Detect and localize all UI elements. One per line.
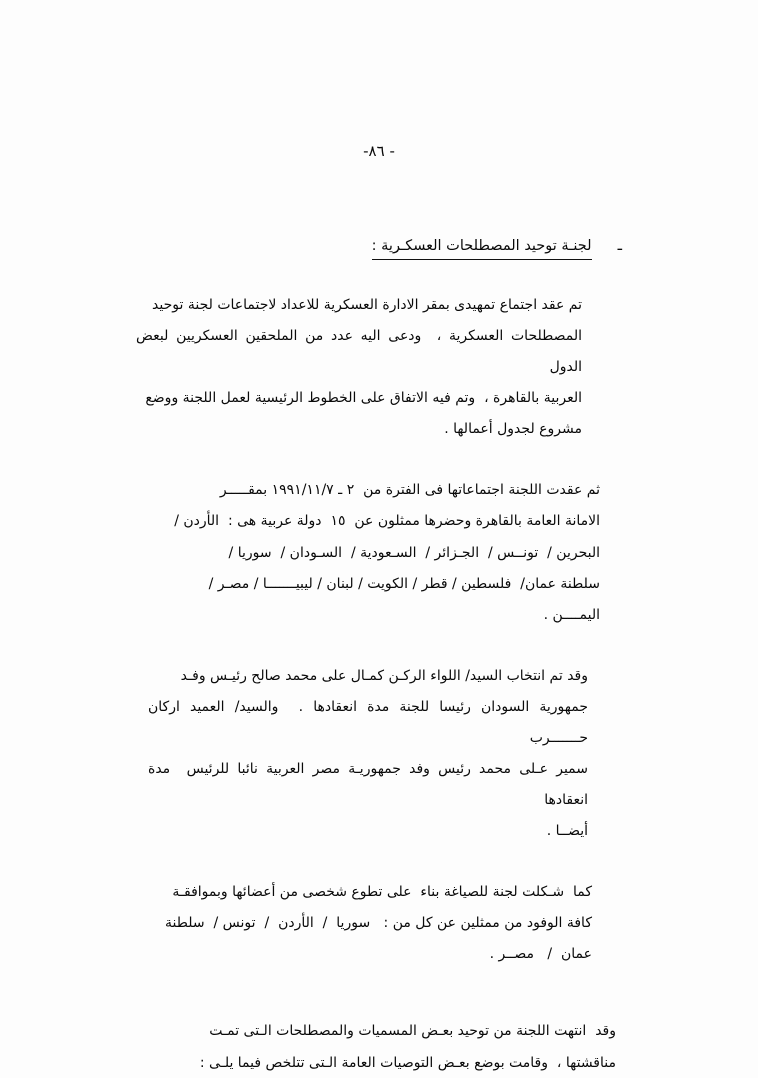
paragraph-spacer <box>118 970 640 986</box>
paragraph-conclusions <box>118 1016 640 1078</box>
paragraph-line: مناقشتها ، وقامت بوضع بعـض التوصيات العامة الـتى تتلخص فيما يلـى : <box>199 1054 616 1071</box>
paragraph-line: وقد تم انتخاب السيد/ اللواء الركـن كمـال على محمد صالح رئيـس وفـد <box>180 667 588 684</box>
paragraph-preliminary-meeting <box>118 290 640 445</box>
paragraph-line: مشروع لجدول أعمالها . <box>444 421 582 438</box>
paragraph-line: البحرين / تونــس / الجـزائر / السـعودية / السـودان / سوريا / <box>228 544 600 561</box>
paragraph-line: المصطلحات العسكرية ، ودعى اليه عدد من الملحقين العسكريين لبعض الدول <box>131 328 582 376</box>
paragraph-line: ثم عقدت اللجنة اجتماعاتها فى الفترة من ٢ ـ ١٩٩١/١١/٧ بمقـــــر <box>219 482 600 499</box>
paragraph-line: العربية بالقاهرة ، وتم فيه الاتفاق على الخطوط الرئيسية لعمل اللجنة ووضع <box>145 390 582 407</box>
page-number: ‑ ٨٦‑ <box>363 142 395 160</box>
section-heading <box>118 238 622 260</box>
paragraph-line: كافة الوفود من ممثلين عن كل من : سوريا / الأردن / تونس / سلطنة <box>165 915 592 932</box>
paragraph-line: سمير عـلى محمد رئيس وفد جمهوريـة مصر العربية نائبا للرئيس مدة انعقادها <box>143 761 588 809</box>
paragraph-line: تم عقد اجتماع تمهيدى بمقر الادارة العسكرية للاعداد لاجتماعات لجنة توحيد <box>152 297 582 313</box>
paragraph-line: اليمــــن . <box>543 606 600 623</box>
paragraph-line: أيضــا . <box>546 823 588 840</box>
paragraph-line: وقد انتهت اللجنة من توحيد بعـض المسميات والمصطلحات الـتى تمـت <box>209 1023 616 1040</box>
paragraph-line: الامانة العامة بالقاهرة وحضرها ممثلون عن ١٥ دولة عربية هى : الأردن / <box>174 513 600 530</box>
paragraph-committee-sessions <box>118 475 640 630</box>
section-heading-text: لجنـة توحيد المصطلحات العسكـرية : <box>372 238 592 260</box>
paragraph-drafting-committee <box>118 877 640 970</box>
paragraph-line: جمهورية السودان رئيسا للجنة مدة انعقادها . والسيد/ العميد اركان حـــــــرب <box>143 698 588 746</box>
paragraph-line: عمان / مصــر . <box>489 946 592 963</box>
paragraph-line: كما شـكلت لجنة للصياغة بناء على تطوع شخصى من أعضائها وبموافقـة <box>172 884 592 901</box>
document-body <box>118 238 640 1079</box>
paragraph-election <box>118 661 640 847</box>
heading-dash-marker: ـ <box>617 236 622 254</box>
paragraph-line: سلطنة عمان/ فلسطين / قطر / الكويت / لبنان / ليبيـــــــا / مصـر / <box>208 575 600 592</box>
